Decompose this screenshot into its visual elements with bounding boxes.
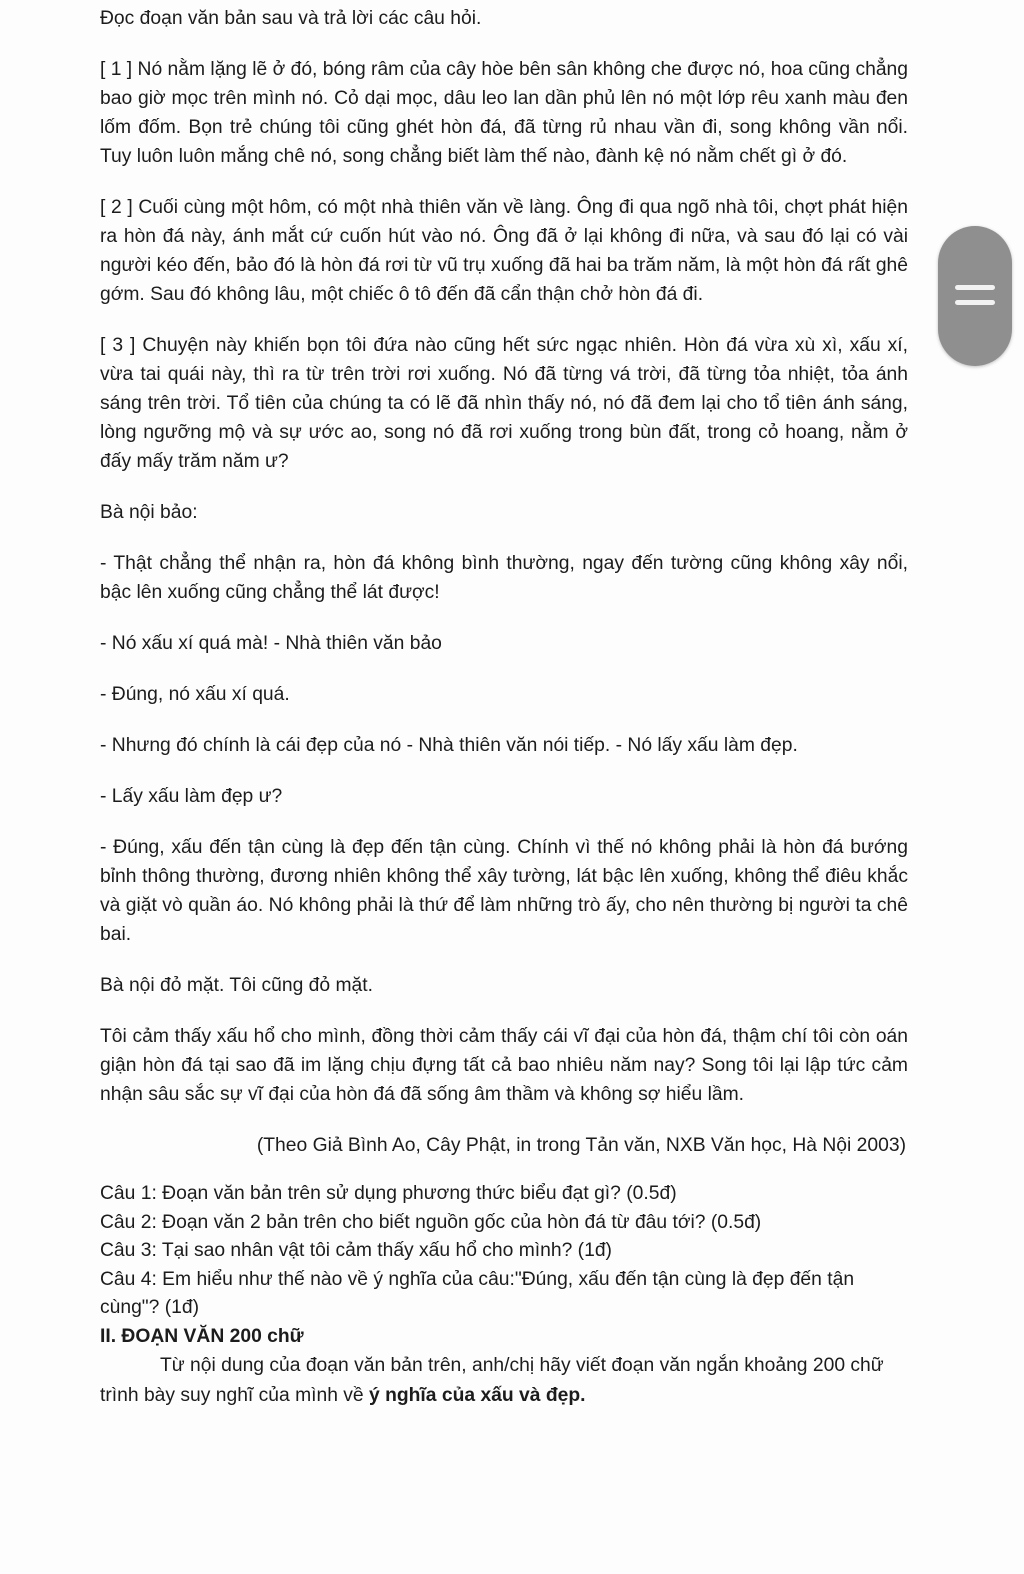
question-2: Câu 2: Đoạn văn 2 bản trên cho biết nguồn gốc của hòn đá từ đâu tới? (0.5đ)	[100, 1211, 762, 1233]
drag-handle-icon[interactable]	[938, 226, 1012, 366]
dialogue-line-4: - Nhưng đó chính là cái đẹp của nó - Nhà thiên văn nói tiếp. - Nó lấy xấu làm đẹp.	[100, 735, 798, 756]
section-2-title: II. ĐOẠN VĂN 200 chữ	[100, 1325, 304, 1347]
dialogue-line-6: - Đúng, xấu đến tận cùng là đẹp đến tận cùng. Chính vì thế nó không phải là hòn đá bướng bỉnh thông thường, đương nhiên không thể xây tường, lát bậc lên xuống, không thể điêu khắc và giặt vò quần áo. Nó không phải là thứ để làm những trò ấy, cho nên thường bị người ta chê bai.	[100, 837, 908, 945]
paragraph-conclusion: Tôi cảm thấy xấu hổ cho mình, đồng thời cảm thấy cái vĩ đại của hòn đá, thậm chí tôi còn oán giận hòn đá tại sao đã im lặng chịu đựng tất cả bao nhiêu năm nay? Song tôi lại lập tức cảm nhận sâu sắc sự vĩ đại của hòn đá đã sống âm thầm và không sợ hiểu lầm.	[100, 1026, 908, 1105]
section-2-task	[100, 1351, 908, 1411]
dialogue-line-2: - Nó xấu xí quá mà! - Nhà thiên văn bảo	[100, 633, 442, 654]
paragraph-1: [ 1 ] Nó nằm lặng lẽ ở đó, bóng râm của cây hòe bên sân không che được nó, hoa cũng chẳng bao giờ mọc trên mình nó. Cỏ dại mọc, dâu leo lan dần phủ lên nó một lớp rêu xanh màu đen lốm đốm. Bọn trẻ chúng tôi cũng ghét hòn đá, đã từng rủ nhau vần đi, song không vần nổi. Tuy luôn luôn mắng chê nó, song chẳng biết làm thế nào, đành kệ nó nằm chết gì ở đó.	[100, 59, 908, 167]
instruction-text: Đọc đoạn văn bản sau và trả lời các câu hỏi.	[100, 8, 482, 29]
paragraph-grandmother-says: Bà nội bảo:	[100, 502, 198, 523]
paragraph-2: [ 2 ] Cuối cùng một hôm, có một nhà thiên văn về làng. Ông đi qua ngõ nhà tôi, chợt phát hiện ra hòn đá này, ánh mắt cứ cuốn hút vào nó. Ông đã ở lại không đi nữa, và sau đó lại có vài người kéo đến, bảo đó là hòn đá rơi từ vũ trụ xuống đã hai ba trăm năm, là một hòn đá rất ghê gớm. Sau đó không lâu, một chiếc ô tô đến đã cẩn thận chở hòn đá đi.	[100, 197, 908, 305]
question-1: Câu 1: Đoạn văn bản trên sử dụng phương thức biểu đạt gì? (0.5đ)	[100, 1183, 677, 1204]
section-2-task-text: Từ nội dung của đoạn văn bản trên, anh/chị hãy viết đoạn văn ngắn khoảng 200 chữ trình bày suy nghĩ của mình về	[100, 1355, 884, 1406]
question-3: Câu 3: Tại sao nhân vật tôi cảm thấy xấu hổ cho mình? (1đ)	[100, 1240, 612, 1261]
question-4: Câu 4: Em hiểu như thế nào về ý nghĩa của câu:"Đúng, xấu đến tận cùng là đẹp đến tận cùng"? (1đ)	[100, 1268, 855, 1318]
question-list	[100, 1180, 908, 1411]
source-citation: (Theo Giả Bình Ao, Cây Phật, in trong Tản văn, NXB Văn học, Hà Nội 2003)	[256, 1135, 906, 1156]
paragraph-3: [ 3 ] Chuyện này khiến bọn tôi đứa nào cũng hết sức ngạc nhiên. Hòn đá vừa xù xì, xấu xí, vừa tai quái này, thì ra từ trên trời rơi xuống. Nó đã từng vá trời, đã từng tỏa nhiệt, tỏa ánh sáng trên trời. Tổ tiên của chúng ta có lẽ đã nhìn thấy nó, nó đã đem lại cho tổ tiên ánh sáng, lòng ngưỡng mộ và sự ước ao, song nó đã rơi xuống trong bùn đất, trong cỏ hoang, nằm ở đấy mấy trăm năm ư?	[100, 335, 908, 472]
dialogue-line-5: - Lấy xấu làm đẹp ư?	[100, 786, 283, 807]
handle-bar-bottom	[955, 300, 995, 305]
dialogue-line-3: - Đúng, nó xấu xí quá.	[100, 684, 290, 705]
paragraph-blush: Bà nội đỏ mặt. Tôi cũng đỏ mặt.	[100, 975, 373, 996]
section-2-task-emphasis: ý nghĩa của xấu và đẹp.	[369, 1385, 586, 1406]
reading-passage	[100, 4, 908, 1411]
dialogue-line-1: - Thật chẳng thể nhận ra, hòn đá không bình thường, ngay đến tường cũng không xây nổi, bậc lên xuống cũng chẳng thể lát được!	[100, 553, 908, 603]
handle-bar-top	[955, 285, 995, 290]
